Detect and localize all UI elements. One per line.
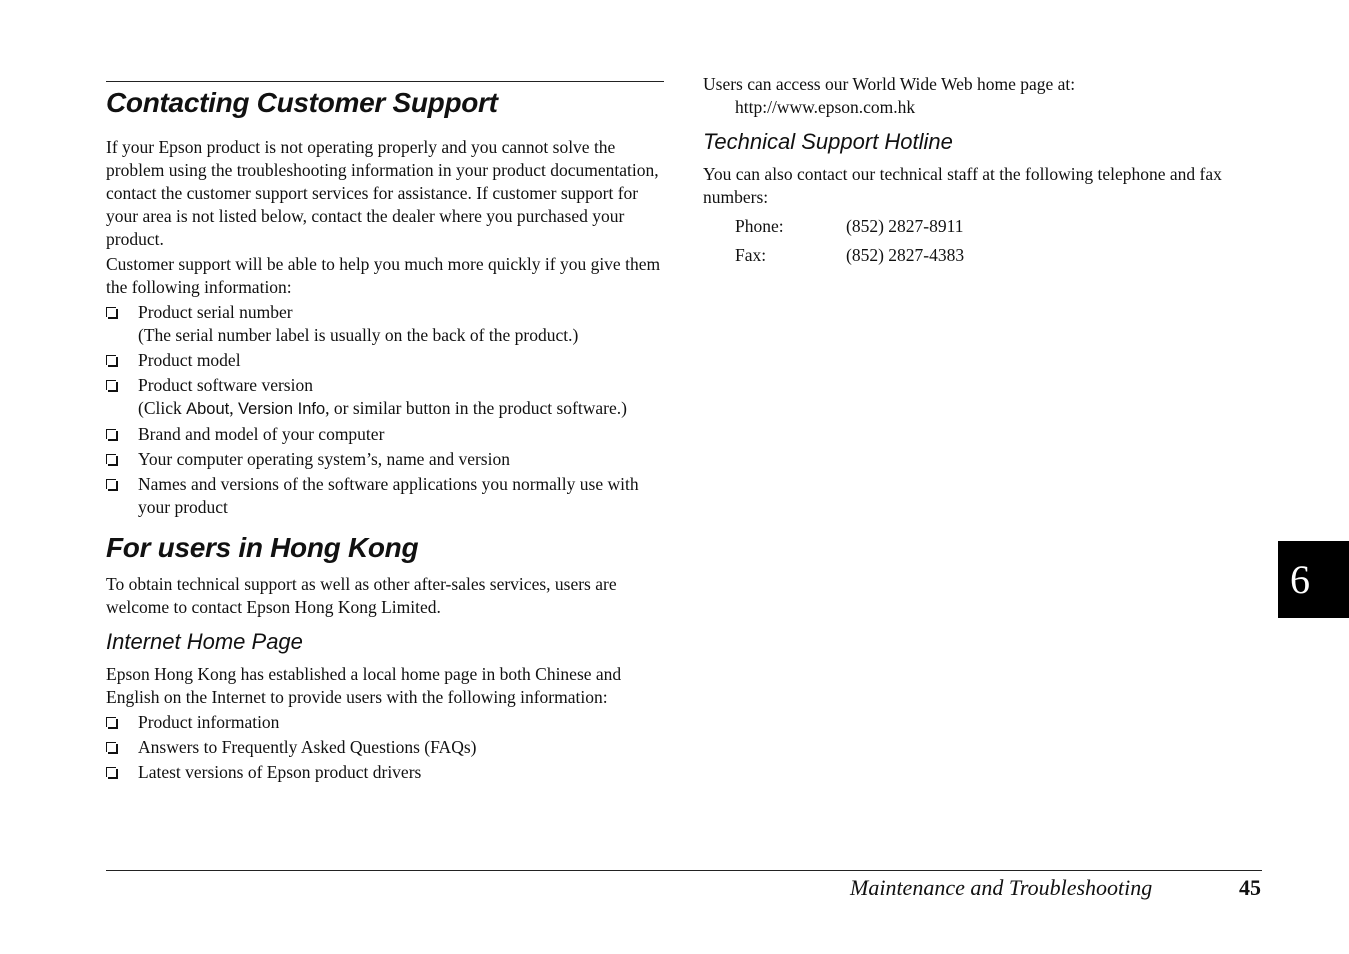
home-checklist (106, 711, 664, 784)
web-intro: Users can access our World Wide Web home page at: (703, 74, 1076, 94)
list-item: Product serial number (The serial number label is usually on the back of the product.) (106, 301, 664, 347)
checkbox-bullet-icon (106, 380, 116, 390)
version-info-label: Version Info (238, 400, 326, 418)
fax-row (703, 244, 1263, 267)
info-intro: Customer support will be able to help you much more quickly if you give them the following information: (106, 254, 661, 297)
checkbox-bullet-icon (106, 429, 116, 439)
left-column (106, 81, 664, 786)
footer-section-title: Maintenance and Troubleshooting (850, 875, 1153, 900)
list-item: Product information (106, 711, 664, 734)
list-item: Product model (106, 349, 664, 372)
chapter-tab: 6 (1278, 541, 1349, 618)
heading-hong-kong: For users in Hong Kong (106, 532, 419, 563)
checkbox-bullet-icon (106, 767, 116, 777)
subheading-internet-home-page: Internet Home Page (106, 629, 303, 654)
checkbox-bullet-icon (106, 307, 116, 317)
home-intro: Epson Hong Kong has established a local home page in both Chinese and English on the Internet to provide users with the following information: (106, 664, 622, 707)
support-intro: If your Epson product is not operating properly and you cannot solve the problem using the troubleshooting information in your product documentation, contact the customer support services for assistance. If customer support for your area is not listed below, contact the dealer where you purchased your product. (106, 137, 659, 249)
fax-value: (852) 2827-4383 (846, 245, 965, 265)
info-checklist (106, 301, 664, 519)
list-item: Brand and model of your computer (106, 423, 664, 446)
about-label: About (186, 400, 230, 418)
checkbox-bullet-icon (106, 717, 116, 727)
web-url-link[interactable]: http://www.epson.com.hk (735, 97, 916, 117)
software-note: (Click About, Version Info, or similar button in the product software.) (138, 398, 627, 418)
phone-label: Phone: (735, 216, 784, 236)
list-item: Product software version (Click About, Version Info, or similar button in the product software.) (106, 374, 664, 421)
subheading-technical-support-hotline: Technical Support Hotline (703, 129, 953, 154)
hk-intro: To obtain technical support as well as other after-sales services, users are welcome to contact Epson Hong Kong Limited. (106, 574, 617, 617)
list-item: Your computer operating system’s, name and version (106, 448, 664, 471)
checkbox-bullet-icon (106, 479, 116, 489)
right-column (703, 73, 1263, 267)
phone-value: (852) 2827-8911 (846, 216, 964, 236)
fax-label: Fax: (735, 245, 767, 265)
checkbox-bullet-icon (106, 454, 116, 464)
list-item: Names and versions of the software applications you normally use with your product (106, 473, 664, 519)
footer-rule (106, 870, 1262, 871)
checkbox-bullet-icon (106, 355, 116, 365)
top-rule (106, 81, 664, 82)
phone-row (703, 215, 1263, 238)
list-item: Answers to Frequently Asked Questions (FAQs) (106, 736, 664, 759)
hotline-intro: You can also contact our technical staff at the following telephone and fax numbers: (703, 164, 1222, 207)
checkbox-bullet-icon (106, 742, 116, 752)
heading-contacting-support: Contacting Customer Support (106, 87, 498, 118)
page-number: 45 (1239, 875, 1261, 900)
list-item: Latest versions of Epson product drivers (106, 761, 664, 784)
